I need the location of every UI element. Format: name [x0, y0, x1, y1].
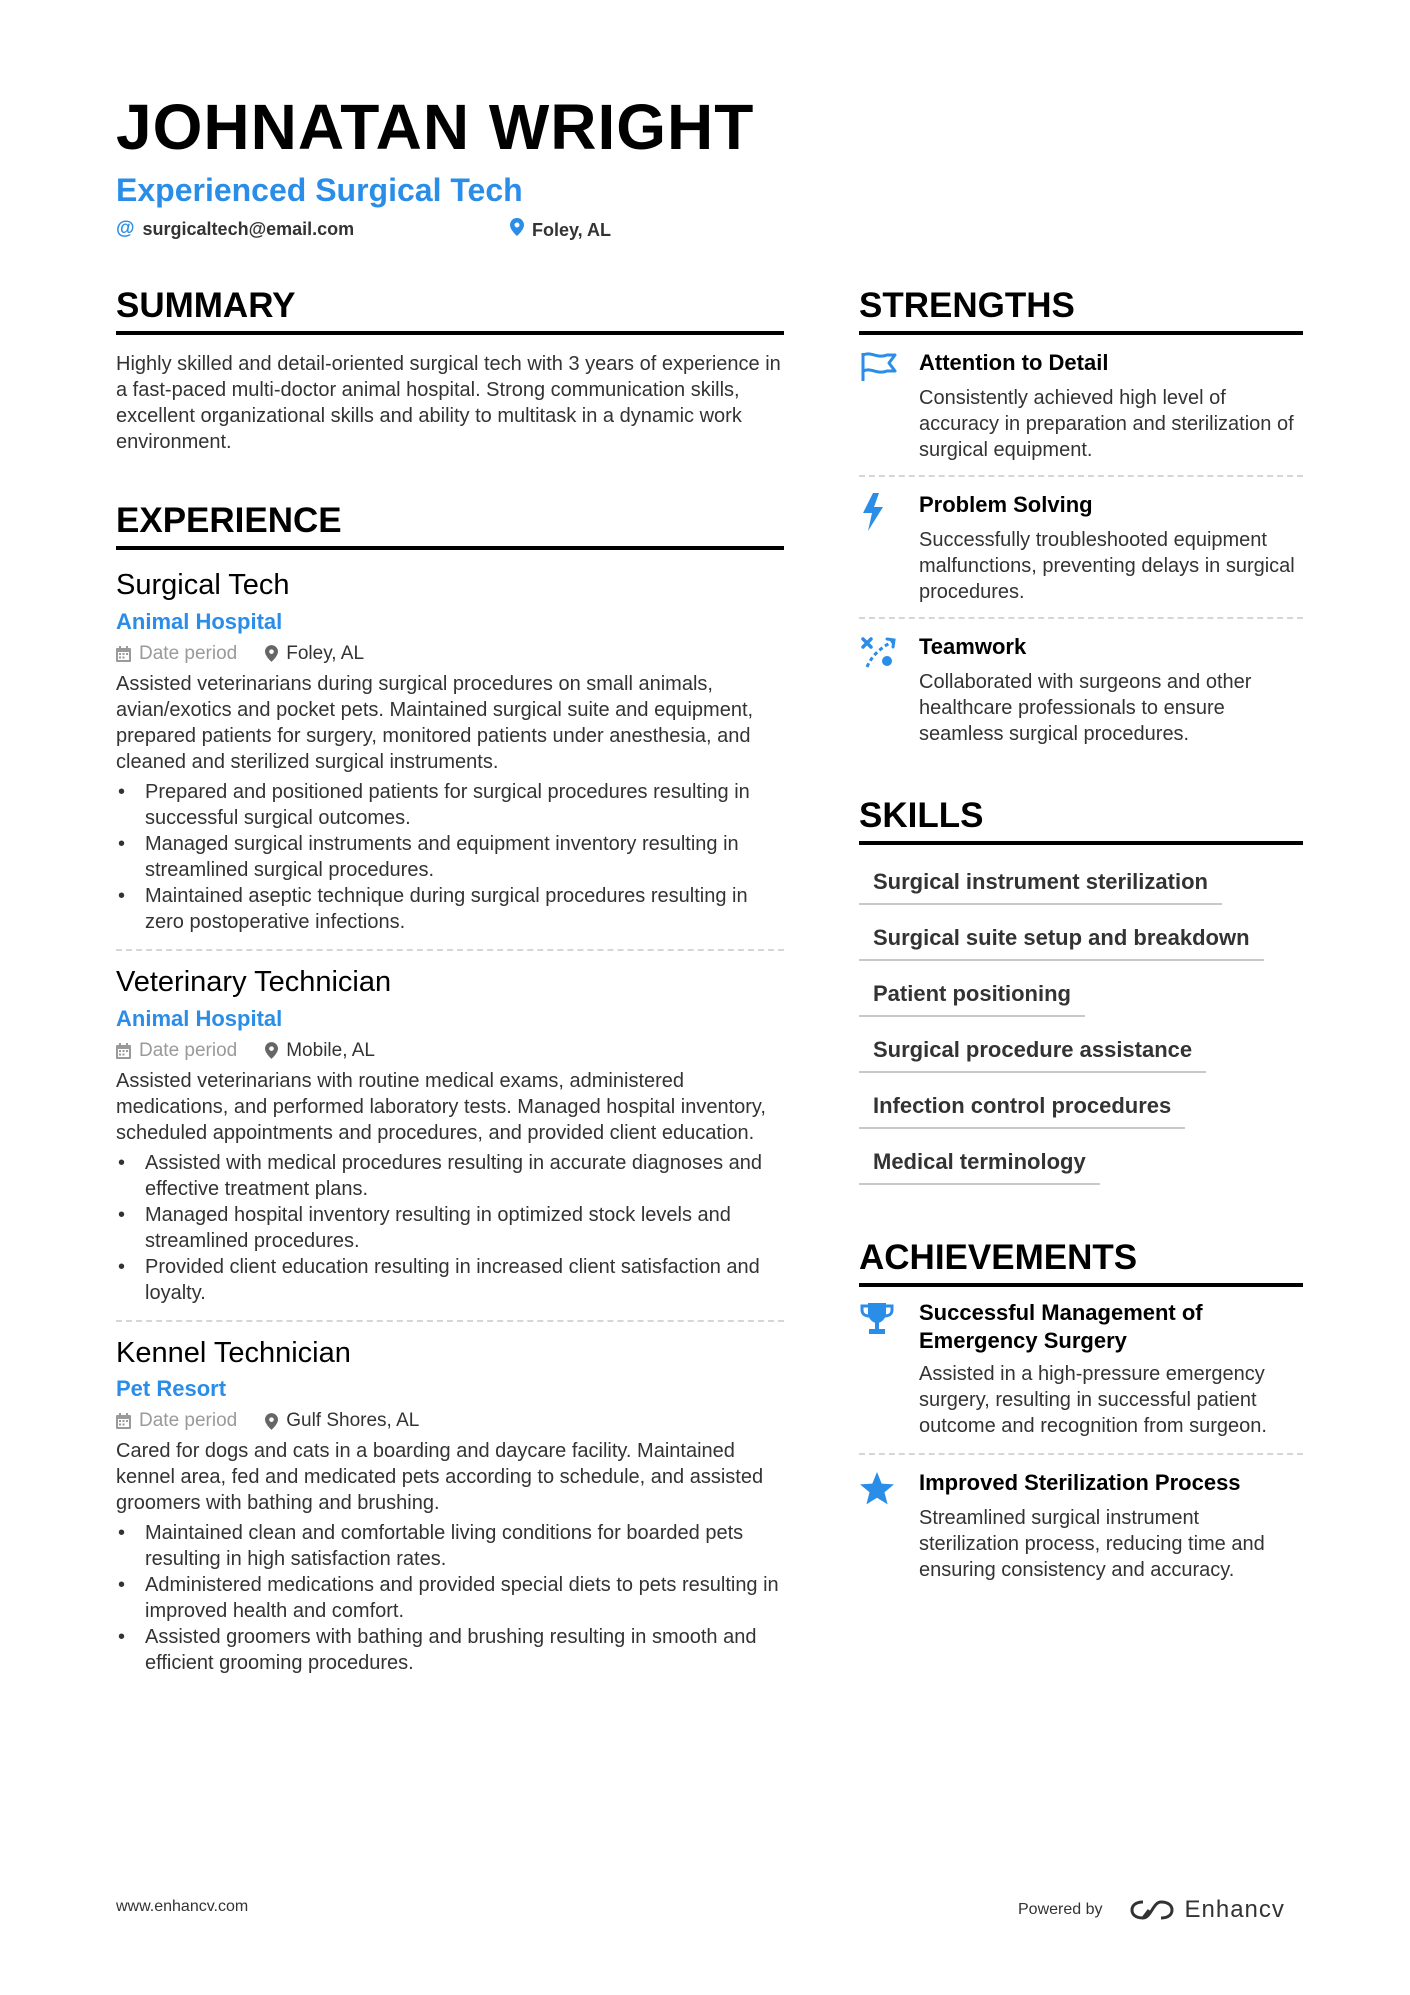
job-date — [116, 1040, 237, 1062]
job-bullet: • Prepared and positioned patients for surgical procedures resulting in successful surgical outcomes. — [116, 779, 784, 831]
job-bullet: • Administered medications and provided special diets to pets resulting in improved health and comfort. — [116, 1572, 784, 1624]
location-pin-icon — [510, 218, 524, 242]
achievements-title: ACHIEVEMENTS — [859, 1237, 1303, 1287]
job-bullet: • Assisted with medical procedures resulting in accurate diagnoses and effective treatment plans. — [116, 1150, 784, 1202]
job-entry — [116, 965, 784, 1322]
location-pin-icon — [265, 645, 278, 662]
achievements-section — [859, 1237, 1303, 1583]
job-title: Surgical Tech — [116, 569, 290, 601]
job-bullet: • Managed hospital inventory resulting in optimized stock levels and streamlined procedures. — [116, 1202, 784, 1254]
strength-desc: Consistently achieved high level of accuracy in preparation and sterilization of surgical equipment. — [919, 387, 1294, 461]
job-company: Pet Resort — [116, 1376, 227, 1402]
job-meta — [116, 1040, 784, 1062]
powered-by-text: Powered by — [1018, 1901, 1103, 1918]
skills-title: SKILLS — [859, 795, 1303, 845]
job-company: Animal Hospital — [116, 1005, 283, 1031]
job-bullet: • Maintained aseptic technique during surgical procedures resulting in zero postoperative infections. — [116, 883, 784, 935]
job-location — [265, 1410, 419, 1432]
job-divider — [116, 949, 784, 951]
calendar-icon — [116, 1413, 131, 1429]
strength-desc: Collaborated with surgeons and other healthcare professionals to ensure seamless surgical procedures. — [919, 671, 1252, 745]
at-icon: @ — [116, 218, 135, 239]
job-meta — [116, 1410, 784, 1432]
email-text: surgicaltech@email.com — [142, 218, 355, 239]
job-entry — [116, 568, 784, 951]
strengths-section — [859, 285, 1303, 747]
job-bullets — [116, 1520, 784, 1676]
location-pin-icon — [265, 1042, 278, 1059]
skill-tag: Infection control procedures — [859, 1081, 1185, 1129]
location-text: Foley, AL — [532, 219, 612, 240]
job-bullets — [116, 1150, 784, 1306]
candidate-role: Experienced Surgical Tech — [116, 172, 523, 208]
job-location — [265, 1040, 375, 1062]
job-description: Assisted veterinarians during surgical procedures on small animals, avian/exotics and pocket pets. Maintained surgical suite and equipment, prepared patients for surgery, monitored patients under anesthesia, and cleaned and sterilized surgical instruments. — [116, 672, 754, 773]
strength-title: Attention to Detail — [919, 350, 1109, 375]
job-bullets — [116, 779, 784, 935]
calendar-icon — [116, 1043, 131, 1059]
enhancv-logo[interactable] — [1129, 1896, 1285, 1924]
job-divider — [116, 1320, 784, 1322]
skills-section — [859, 795, 1303, 1185]
job-date — [116, 1410, 237, 1432]
location-pin-icon — [265, 1413, 278, 1430]
job-meta — [116, 643, 784, 665]
job-location — [265, 643, 364, 665]
job-date — [116, 643, 237, 665]
trophy-icon — [859, 1299, 919, 1439]
calendar-icon — [116, 646, 131, 662]
job-date-text: Date period — [139, 642, 238, 664]
job-title: Veterinary Technician — [116, 965, 392, 998]
left-column — [116, 285, 784, 1676]
footer-url[interactable]: www.enhancv.com — [116, 1898, 249, 1915]
achievement-title: Improved Sterilization Process — [919, 1470, 1241, 1495]
skills-list — [859, 857, 1303, 1185]
contact-location — [510, 218, 611, 242]
enhancv-logo-icon — [1129, 1898, 1175, 1922]
job-entry — [116, 1336, 784, 1677]
strength-item — [859, 477, 1303, 605]
job-bullet: • Provided client education resulting in increased client satisfaction and loyalty. — [116, 1254, 784, 1306]
contact-email[interactable] — [116, 218, 354, 240]
job-location-text: Foley, AL — [286, 642, 365, 664]
job-bullet: • Maintained clean and comfortable living conditions for boarded pets resulting in high satisfaction rates. — [116, 1520, 784, 1572]
job-description: Cared for dogs and cats in a boarding and daycare facility. Maintained kennel area, fed and medicated pets according to schedule, and assisted groomers with bathing and brushing. — [116, 1440, 764, 1515]
job-title: Kennel Technician — [116, 1336, 351, 1369]
strength-desc: Successfully troubleshooted equipment malfunctions, preventing delays in surgical procedures. — [919, 529, 1295, 603]
job-location-text: Gulf Shores, AL — [286, 1410, 420, 1432]
achievement-item — [859, 1455, 1303, 1583]
strength-item — [859, 335, 1303, 463]
experience-section — [116, 500, 784, 1676]
skill-tag: Surgical suite setup and breakdown — [859, 913, 1264, 961]
experience-title: EXPERIENCE — [116, 500, 784, 550]
flag-icon — [859, 349, 919, 463]
strength-title: Teamwork — [919, 634, 1027, 659]
right-column — [859, 285, 1303, 1583]
teamwork-icon — [859, 633, 919, 747]
achievement-title: Successful Management of Emergency Surgery — [919, 1300, 1203, 1353]
job-date-text: Date period — [139, 1410, 238, 1432]
achievement-item — [859, 1287, 1303, 1439]
summary-text: Highly skilled and detail-oriented surgical tech with 3 years of experience in a fast-paced multi-doctor animal hospital. Strong communication skills, excellent organizational skills and ability to multitask in a dynamic work environment. — [116, 353, 781, 453]
job-description: Assisted veterinarians with routine medical exams, administered medications, and performed laboratory tests. Managed hospital inventory, scheduled appointments and procedures, and provided client education. — [116, 1069, 766, 1144]
candidate-name: JOHNATAN WRIGHT — [116, 91, 755, 163]
star-icon — [859, 1469, 919, 1583]
strengths-title: STRENGTHS — [859, 285, 1303, 335]
skill-tag: Surgical procedure assistance — [859, 1025, 1206, 1073]
achievement-desc: Assisted in a high-pressure emergency surgery, resulting in successful patient outcome and recognition from surgeon. — [919, 1363, 1267, 1437]
summary-section — [116, 285, 784, 455]
strength-title: Problem Solving — [919, 492, 1093, 517]
lightning-icon — [859, 491, 919, 605]
job-location-text: Mobile, AL — [286, 1039, 375, 1061]
job-bullet: • Managed surgical instruments and equipment inventory resulting in streamlined surgical procedures. — [116, 831, 784, 883]
strength-item — [859, 619, 1303, 747]
footer-powered-by — [1018, 1896, 1285, 1924]
achievement-desc: Streamlined surgical instrument sterilization process, reducing time and ensuring consistency and accuracy. — [919, 1507, 1265, 1581]
job-company: Animal Hospital — [116, 608, 283, 634]
enhancv-brand: Enhancv — [1184, 1896, 1285, 1923]
skill-tag: Medical terminology — [859, 1137, 1100, 1185]
skill-tag: Surgical instrument sterilization — [859, 857, 1222, 905]
job-date-text: Date period — [139, 1039, 238, 1061]
summary-title: SUMMARY — [116, 285, 784, 335]
skill-tag: Patient positioning — [859, 969, 1085, 1017]
job-bullet: • Assisted groomers with bathing and brushing resulting in smooth and efficient grooming procedures. — [116, 1624, 784, 1676]
